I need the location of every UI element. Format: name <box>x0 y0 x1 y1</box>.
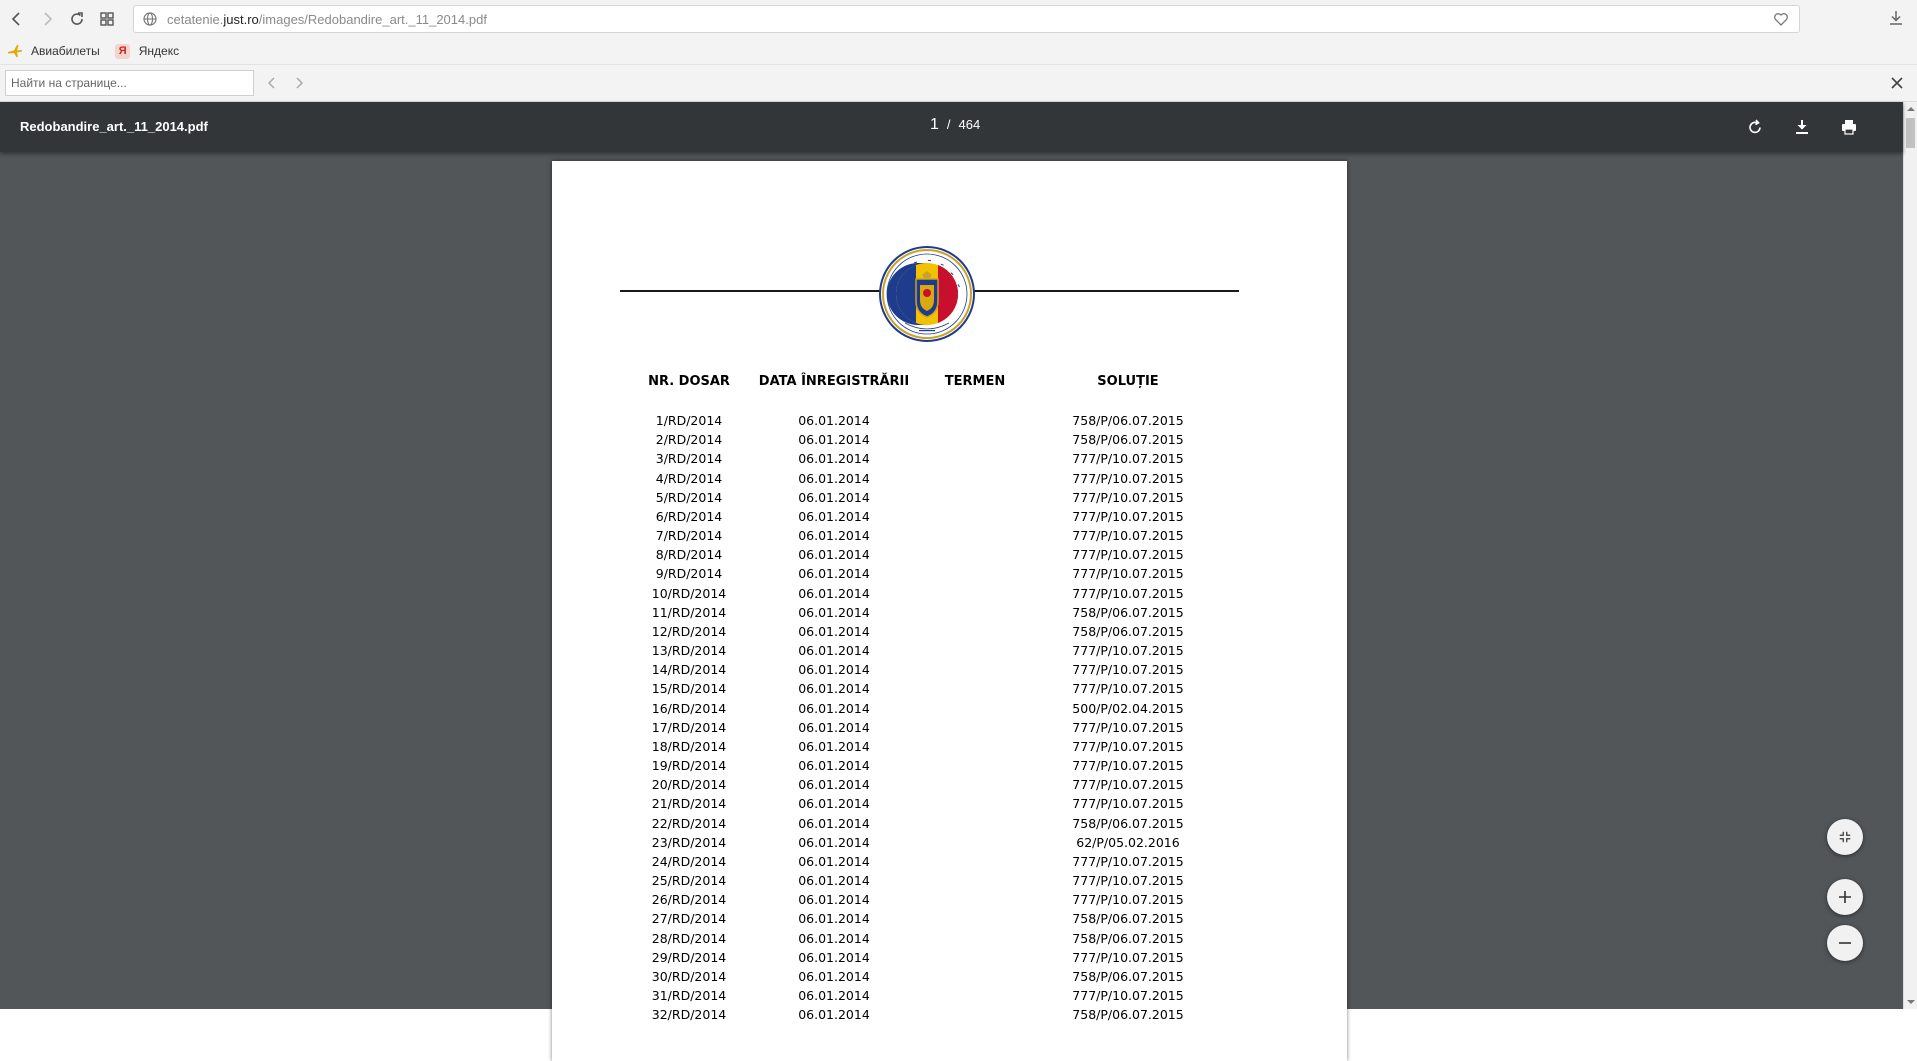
row-nr-dosar: 8/RD/2014 <box>655 547 723 563</box>
row-data-inregistrarii: 06.01.2014 <box>798 528 870 544</box>
table-row <box>552 777 1347 796</box>
row-data-inregistrarii: 06.01.2014 <box>798 719 870 735</box>
bookmark-aviabilety[interactable] <box>7 43 100 59</box>
forward-button[interactable] <box>32 4 62 34</box>
table-row <box>552 509 1347 528</box>
table-row <box>552 950 1347 969</box>
row-data-inregistrarii: 06.01.2014 <box>798 432 870 448</box>
table-row <box>552 911 1347 930</box>
table-body <box>552 413 1347 1027</box>
table-row <box>552 547 1347 566</box>
row-solutie: 777/P/10.07.2015 <box>1072 547 1184 563</box>
row-solutie: 758/P/06.07.2015 <box>1072 432 1184 448</box>
row-data-inregistrarii: 06.01.2014 <box>798 681 870 697</box>
browser-toolbar <box>0 0 1917 38</box>
rotate-button[interactable] <box>1744 116 1766 138</box>
row-data-inregistrarii: 06.01.2014 <box>798 815 870 831</box>
header-termen: TERMEN <box>944 374 1006 389</box>
current-page-input[interactable]: 1 <box>930 116 939 133</box>
row-data-inregistrarii: 06.01.2014 <box>798 796 870 812</box>
scroll-up-icon[interactable] <box>1907 105 1915 113</box>
table-row <box>552 701 1347 720</box>
table-row <box>552 432 1347 451</box>
row-solutie: 500/P/02.04.2015 <box>1072 700 1184 716</box>
row-solutie: 777/P/10.07.2015 <box>1072 643 1184 659</box>
header-rule-right <box>973 290 1239 292</box>
row-nr-dosar: 17/RD/2014 <box>651 719 727 735</box>
row-data-inregistrarii: 06.01.2014 <box>798 604 870 620</box>
table-row <box>552 643 1347 662</box>
row-data-inregistrarii: 06.01.2014 <box>798 738 870 754</box>
zoom-in-button[interactable] <box>1827 879 1863 915</box>
row-solutie: 777/P/10.07.2015 <box>1072 566 1184 582</box>
reload-button[interactable] <box>62 4 92 34</box>
row-nr-dosar: 14/RD/2014 <box>651 662 727 678</box>
row-solutie: 777/P/10.07.2015 <box>1072 451 1184 467</box>
row-nr-dosar: 12/RD/2014 <box>651 623 727 639</box>
table-row <box>552 758 1347 777</box>
row-nr-dosar: 32/RD/2014 <box>651 1007 727 1023</box>
row-nr-dosar: 13/RD/2014 <box>651 643 727 659</box>
row-solutie: 777/P/10.07.2015 <box>1072 508 1184 524</box>
fit-page-icon <box>1838 830 1852 844</box>
row-solutie: 758/P/06.07.2015 <box>1072 815 1184 831</box>
row-data-inregistrarii: 06.01.2014 <box>798 911 870 927</box>
row-nr-dosar: 10/RD/2014 <box>651 585 727 601</box>
tabs-grid-button[interactable] <box>92 4 122 34</box>
table-row <box>552 490 1347 509</box>
globe-icon <box>142 11 158 27</box>
row-data-inregistrarii: 06.01.2014 <box>798 853 870 869</box>
row-nr-dosar: 2/RD/2014 <box>655 432 723 448</box>
grid-icon <box>99 11 115 27</box>
table-row <box>552 873 1347 892</box>
table-row <box>552 624 1347 643</box>
row-data-inregistrarii: 06.01.2014 <box>798 643 870 659</box>
row-nr-dosar: 18/RD/2014 <box>651 738 727 754</box>
row-data-inregistrarii: 06.01.2014 <box>798 930 870 946</box>
row-nr-dosar: 9/RD/2014 <box>655 566 723 582</box>
plus-icon <box>1837 889 1853 905</box>
row-nr-dosar: 26/RD/2014 <box>651 892 727 908</box>
national-authority-seal-logo <box>878 245 976 343</box>
table-row <box>552 528 1347 547</box>
page-indicator <box>930 116 980 134</box>
pdf-page <box>552 161 1347 1061</box>
row-solutie: 777/P/10.07.2015 <box>1072 988 1184 1004</box>
row-solutie: 758/P/06.07.2015 <box>1072 1007 1184 1023</box>
reload-icon <box>69 11 85 27</box>
row-data-inregistrarii: 06.01.2014 <box>798 777 870 793</box>
table-row <box>552 413 1347 432</box>
row-solutie: 777/P/10.07.2015 <box>1072 758 1184 774</box>
row-nr-dosar: 1/RD/2014 <box>655 413 723 428</box>
row-data-inregistrarii: 06.01.2014 <box>798 949 870 965</box>
fit-to-page-button[interactable] <box>1827 819 1863 855</box>
yandex-icon <box>115 43 131 59</box>
row-data-inregistrarii: 06.01.2014 <box>798 758 870 774</box>
row-nr-dosar: 15/RD/2014 <box>651 681 727 697</box>
table-row <box>552 796 1347 815</box>
row-solutie: 777/P/10.07.2015 <box>1072 662 1184 678</box>
yandex-glyph: Я <box>115 44 130 59</box>
table-row <box>552 605 1347 624</box>
page-separator: / <box>946 117 951 132</box>
row-solutie: 777/P/10.07.2015 <box>1072 528 1184 544</box>
url-text <box>167 12 487 27</box>
row-nr-dosar: 31/RD/2014 <box>651 988 727 1004</box>
row-nr-dosar: 22/RD/2014 <box>651 815 727 831</box>
row-solutie: 777/P/10.07.2015 <box>1072 719 1184 735</box>
table-row <box>552 892 1347 911</box>
table-row <box>552 451 1347 470</box>
table-row <box>552 471 1347 490</box>
download-icon <box>1793 118 1811 136</box>
arrow-right-icon <box>39 11 55 27</box>
header-nr-dosar: NR. DOSAR <box>648 374 730 389</box>
row-nr-dosar: 19/RD/2014 <box>651 758 727 774</box>
table-row <box>552 988 1347 1007</box>
row-solutie: 777/P/10.07.2015 <box>1072 796 1184 812</box>
minus-icon <box>1837 935 1853 951</box>
row-solutie: 777/P/10.07.2015 <box>1072 681 1184 697</box>
table-row <box>552 566 1347 585</box>
row-data-inregistrarii: 06.01.2014 <box>798 1007 870 1023</box>
find-bar <box>0 65 1917 102</box>
row-nr-dosar: 7/RD/2014 <box>655 528 723 544</box>
print-icon <box>1840 118 1858 136</box>
find-previous-icon[interactable] <box>264 75 280 91</box>
row-data-inregistrarii: 06.01.2014 <box>798 623 870 639</box>
pdf-title: Redobandire_art._11_2014.pdf <box>20 119 208 134</box>
row-nr-dosar: 11/RD/2014 <box>651 604 727 620</box>
row-solutie: 777/P/10.07.2015 <box>1072 738 1184 754</box>
downloads-icon[interactable] <box>1887 9 1905 27</box>
row-solutie: 758/P/06.07.2015 <box>1072 930 1184 946</box>
row-solutie: 777/P/10.07.2015 <box>1072 873 1184 889</box>
total-pages: 464 <box>958 117 981 132</box>
address-bar[interactable] <box>133 5 1800 33</box>
table-row <box>552 1007 1347 1026</box>
download-button[interactable] <box>1791 116 1813 138</box>
table-row <box>552 720 1347 739</box>
url-domain: just.ro <box>223 11 259 27</box>
row-nr-dosar: 29/RD/2014 <box>651 949 727 965</box>
row-data-inregistrarii: 06.01.2014 <box>798 700 870 716</box>
url-prefix: cetatenie. <box>167 11 224 27</box>
row-data-inregistrarii: 06.01.2014 <box>798 451 870 467</box>
scroll-thumb[interactable] <box>1906 118 1915 148</box>
row-solutie: 758/P/06.07.2015 <box>1072 911 1184 927</box>
row-solutie: 758/P/06.07.2015 <box>1072 413 1184 428</box>
heart-icon[interactable] <box>1773 11 1789 27</box>
row-data-inregistrarii: 06.01.2014 <box>798 489 870 505</box>
back-button[interactable] <box>2 4 32 34</box>
print-button[interactable] <box>1838 116 1860 138</box>
row-data-inregistrarii: 06.01.2014 <box>798 470 870 486</box>
row-data-inregistrarii: 06.01.2014 <box>798 585 870 601</box>
row-solutie: 758/P/06.07.2015 <box>1072 623 1184 639</box>
row-data-inregistrarii: 06.01.2014 <box>798 834 870 850</box>
row-nr-dosar: 30/RD/2014 <box>651 968 727 984</box>
row-nr-dosar: 6/RD/2014 <box>655 508 723 524</box>
row-solutie: 777/P/10.07.2015 <box>1072 470 1184 486</box>
row-data-inregistrarii: 06.01.2014 <box>798 547 870 563</box>
row-nr-dosar: 27/RD/2014 <box>651 911 727 927</box>
header-data-inregistrarii: DATA ÎNREGISTRĂRII <box>758 374 910 389</box>
row-data-inregistrarii: 06.01.2014 <box>798 566 870 582</box>
url-path: /images/Redobandire_art._11_2014.pdf <box>258 11 487 27</box>
close-icon[interactable] <box>1889 75 1905 91</box>
find-next-icon[interactable] <box>291 75 307 91</box>
table-row <box>552 969 1347 988</box>
row-nr-dosar: 28/RD/2014 <box>651 930 727 946</box>
row-data-inregistrarii: 06.01.2014 <box>798 968 870 984</box>
header-rule-left <box>620 290 882 292</box>
row-data-inregistrarii: 06.01.2014 <box>798 413 870 428</box>
row-nr-dosar: 23/RD/2014 <box>651 834 727 850</box>
table-row <box>552 739 1347 758</box>
row-solutie: 777/P/10.07.2015 <box>1072 853 1184 869</box>
scroll-down-icon[interactable] <box>1907 998 1915 1006</box>
row-nr-dosar: 20/RD/2014 <box>651 777 727 793</box>
arrow-left-icon <box>9 11 25 27</box>
row-solutie: 777/P/10.07.2015 <box>1072 949 1184 965</box>
table-row <box>552 931 1347 950</box>
bookmark-yandex[interactable] <box>115 43 179 59</box>
bookmark-label: Авиабилеты <box>31 44 100 58</box>
row-nr-dosar: 3/RD/2014 <box>655 451 723 467</box>
row-data-inregistrarii: 06.01.2014 <box>798 873 870 889</box>
bookmark-label: Яндекс <box>138 44 180 58</box>
find-input[interactable] <box>5 70 254 96</box>
table-row <box>552 835 1347 854</box>
zoom-out-button[interactable] <box>1827 925 1863 961</box>
row-data-inregistrarii: 06.01.2014 <box>798 662 870 678</box>
row-data-inregistrarii: 06.01.2014 <box>798 892 870 908</box>
table-row <box>552 662 1347 681</box>
row-solutie: 777/P/10.07.2015 <box>1072 489 1184 505</box>
vertical-scrollbar[interactable] <box>1903 102 1917 1009</box>
row-solutie: 777/P/10.07.2015 <box>1072 777 1184 793</box>
pdf-toolbar <box>0 102 1903 152</box>
pdf-viewer[interactable] <box>0 152 1903 1023</box>
row-nr-dosar: 16/RD/2014 <box>651 700 727 716</box>
table-row <box>552 681 1347 700</box>
row-solutie: 777/P/10.07.2015 <box>1072 585 1184 601</box>
header-solutie: SOLUȚIE <box>1097 374 1159 389</box>
row-data-inregistrarii: 06.01.2014 <box>798 988 870 1004</box>
row-nr-dosar: 4/RD/2014 <box>655 470 723 486</box>
row-nr-dosar: 5/RD/2014 <box>655 489 723 505</box>
row-solutie: 62/P/05.02.2016 <box>1076 834 1180 850</box>
airplane-icon <box>7 43 23 59</box>
row-data-inregistrarii: 06.01.2014 <box>798 508 870 524</box>
table-row <box>552 586 1347 605</box>
row-nr-dosar: 21/RD/2014 <box>651 796 727 812</box>
row-solutie: 758/P/06.07.2015 <box>1072 968 1184 984</box>
bookmarks-bar <box>0 38 1917 65</box>
row-solutie: 777/P/10.07.2015 <box>1072 892 1184 908</box>
row-solutie: 758/P/06.07.2015 <box>1072 604 1184 620</box>
table-row <box>552 816 1347 835</box>
table-row <box>552 854 1347 873</box>
row-nr-dosar: 24/RD/2014 <box>651 853 727 869</box>
row-nr-dosar: 25/RD/2014 <box>651 873 727 889</box>
rotate-icon <box>1746 118 1764 136</box>
